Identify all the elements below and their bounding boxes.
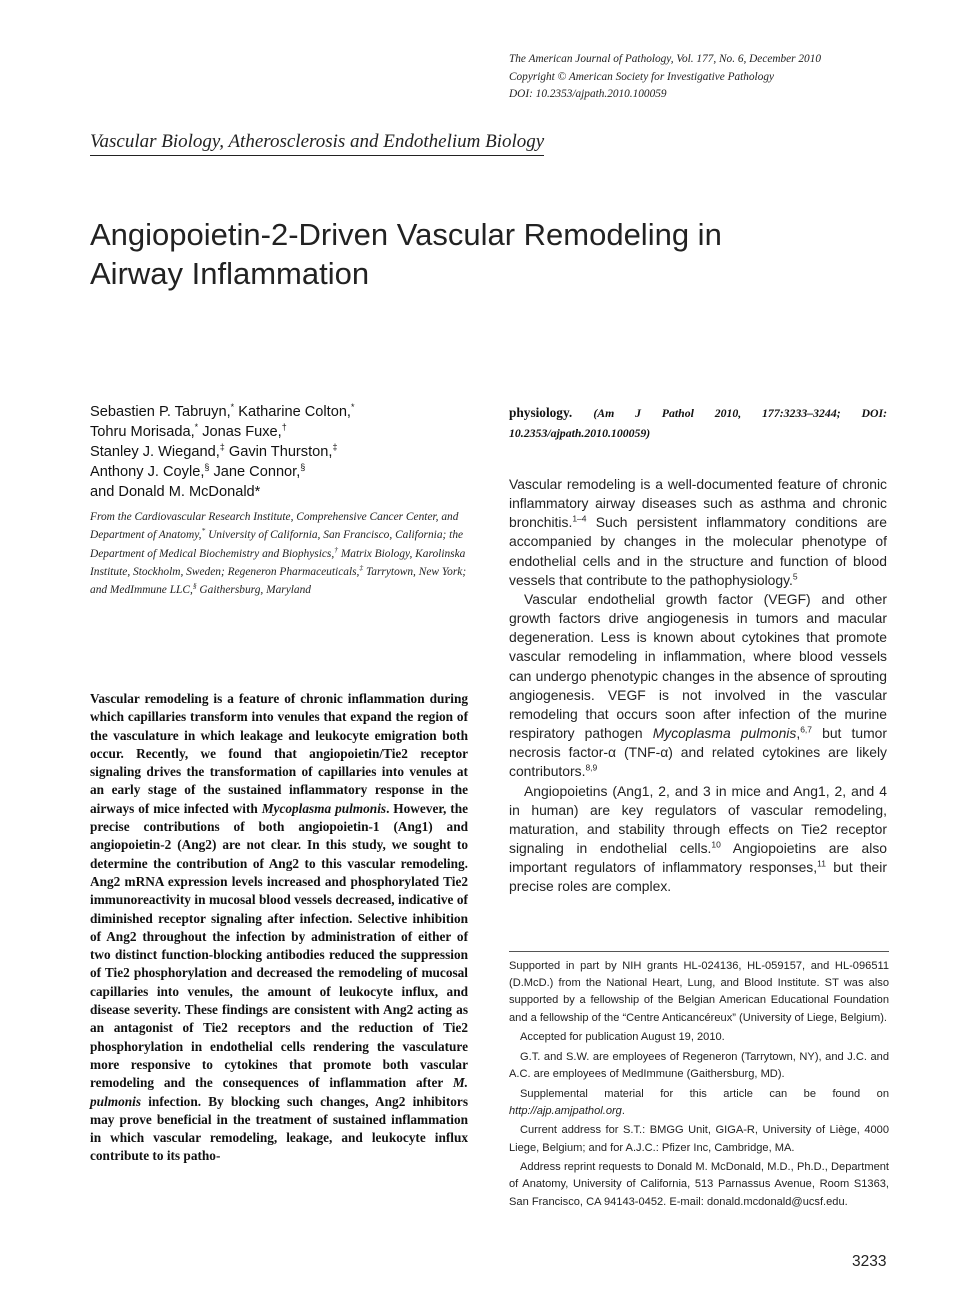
affiliation-text: From the Cardiovascular Research Institute, Comprehensive Cancer Center, and Department of Anatomy, [90,511,459,542]
affiliation-mark: § [204,462,210,473]
journal-copyright: Copyright © American Society for Investigative Pathology [509,70,775,83]
affiliation-mark: * [201,526,206,536]
journal-info [509,51,929,104]
text-run: Supplemental material for this article can be found on [520,1087,889,1100]
paragraph [509,782,887,897]
title-line-1: Angiopoietin-2-Driven Vascular Remodeling in [90,217,722,252]
abstract-text: physiology. [509,405,573,420]
abstract-text: Vascular remodeling is a feature of chronic inflammation during which capillaries transform into venules that expand the region of the vasculature in which leakage and leukocyte emigration both occur. Recently, we found that angiopoietin/Tie2 receptor signaling drives the transformation of capillaries into venules at an early stage of the sustained inflammatory response in the airways of mice infected with [90,691,468,816]
abstract-continuation [509,403,887,443]
abstract-text: infection. By blocking such changes, Ang2 inhibitors may prove beneficial in the treatment of sustained inflammation in which vascular remodeling, leakage, and leukocyte influx contribute to its patho- [90,1093,468,1164]
affiliation-mark: § [300,462,306,473]
affiliation-mark: * [254,484,261,500]
affiliation-mark: † [334,544,338,554]
affiliation-text: Tarrytown, New York; and MedImmune LLC, [90,565,467,597]
text-run: Such persistent inflammatory conditions are accompanied by changes in the molecular phenotype of endothelial cells and in the structure and function of blood vessels that contribute to the pathophysiology. [509,514,887,588]
affiliation-mark: * [194,422,199,433]
article-title [90,215,850,293]
text-run: Vascular endothelial growth factor (VEGF) and other growth factors drive angiogenesis in tumors and macular degeneration. Less is known about cytokines that promote vascular remodeling in inflammation, where blood vessels can undergo phenotypic changes in the absence of sprouting angiogenesis. VEGF is not involved in the vascular remodeling that occurs soon after infection of the murine respiratory pathogen [509,590,887,742]
affiliation-mark: * [351,402,355,413]
affiliation-text: University of California, San Francisco, California; the Department of Medical Biochemistry and Biophysics, [90,529,464,560]
author-name: Sebastien P. Tabruyn, [90,404,231,420]
citation-ref: 8,9 [585,762,598,773]
author-name: Tohru Morisada, [90,424,195,440]
affiliation-mark: ‡ [332,442,338,453]
author-name: Katharine Colton, [238,404,351,420]
footnotes [509,958,889,1213]
text-run: Angiopoietins (Ang1, 2, and 3 in mice and Ang1, 2, and 4 in human) are key regulators of vascular remodeling, maturation, and stability through effects on Tie2 receptor signaling in endothelial cells. [509,782,887,856]
paragraph [509,475,887,590]
introduction-text [509,475,887,896]
page-number: 3233 [852,1253,887,1270]
citation-ref: 1–4 [572,513,587,524]
current-address-note: Current address for S.T.: BMGG Unit, GIGA-R, University of Liège, 4000 Liege, Belgium; and for A.J.C.: Pfizer Inc, Cambridge, MA. [509,1124,889,1154]
affiliation-mark: ‡ [359,563,364,573]
author-list [90,402,480,502]
text-run: but their precise roles are complex. [509,859,887,895]
text-run: Angiopoietins are also important regulators of inflammatory responses, [509,839,887,876]
reprint-note: Address reprint requests to Donald M. McDonald, M.D., Ph.D., Department of Anatomy, University of California, 513 Parnassus Avenue, Room S1363, San Francisco, CA 94143-0452. E-mail: donald.mcdonald@ucsf.edu. [509,1161,889,1208]
supplemental-link[interactable]: http://ajp.amjpathol.org [509,1104,622,1117]
supplemental-note [509,1086,889,1120]
author-name: Anthony J. Coyle, [90,464,205,480]
author-name: and Donald M. McDonald [90,484,255,500]
abstract [90,690,468,1166]
author-name: Gavin Thurston, [228,444,333,460]
section-heading: Vascular Biology, Atherosclerosis and Endothelium Biology [90,130,544,156]
citation-ref: 5 [792,571,798,582]
affiliation-block [90,508,475,599]
text-run: . [621,1104,625,1117]
text-run: but tumor necrosis factor-α (TNF-α) and related cytokines are likely contributors. [509,725,887,780]
author-name: Jonas Fuxe, [202,424,282,440]
affiliation-mark: † [281,422,287,433]
affiliation-mark: § [192,581,197,591]
citation-ref: 10 [711,839,721,850]
citation-ref: 11 [817,858,826,869]
funding-note: Supported in part by NIH grants HL-024136, HL-059157, and HL-096511 (D.McD.) from the National Heart, Lung, and Blood Institute. ST was also supported by a fellowship of the Belgian American Educational Foundation and a fellowship of the “Centre Anticancéreux” (University of Liege, Belgium). [509,960,889,1024]
article-citation: (Am J Pathol 2010, 177:3233–3244; DOI: 10.2353/ajpath.2010.100059) [509,406,888,440]
paragraph: Vascular endothelial growth factor (VEGF) and other growth factors drive angiogenesis in tumors and macular degeneration. Less is known about cytokines that promote vascular remodeling in inflammation, where blood vessels can undergo phenotypic changes in the absence of sprouting angiogenesis. VEGF is not involved in the vascular remodeling that occurs soon after infection of the murine respiratory pathogen Mycoplasma pulmonis,$^{6,7}$ but tumor necrosis factor-α (TNF-α) and related cytokines are likely contributors.$^{8,9}$ [509,590,887,780]
text-run: Vascular remodeling is a well-documented feature of chronic inflammatory airway diseases such as asthma and chronic bronchitis. [509,476,887,531]
affiliation-text: Gaithersburg, Maryland [196,584,312,597]
accepted-note: Accepted for publication August 19, 2010. [520,1031,725,1044]
author-name: Stanley J. Wiegand, [90,444,220,460]
author-name: Jane Connor, [213,464,301,480]
employment-note: G.T. and S.W. are employees of Regeneron (Tarrytown, NY), and J.C. and A.C. are employees of MedImmune (Gaithersburg, MD). [509,1050,889,1080]
organism-name: Mycoplasma pulmonis [261,800,387,816]
title-line-2: Airway Inflammation [90,256,370,291]
affiliation-mark: * [230,402,235,413]
organism-name: M. pulmonis [90,1075,468,1109]
affiliation-text: Matrix Biology, Karolinska Institute, Stockholm, Sweden; Regeneron Pharmaceuticals, [90,547,466,578]
abstract-text: . However, the precise contributions of both angiopoietin-1 (Ang1) and angiopoietin-2 (Ang2) are not clear. In this study, we sought to determine the contribution of Ang2 to this vascular remodeling. Ang2 mRNA expression levels increased and phosphorylated Tie2 immunoreactivity in mucosal blood vessels decreased, indicative of diminished receptor signaling after infection. Selective inhibition of Ang2 throughout the infection by administration of either of two distinct function-blocking antibodies reduced the suppression of Tie2 phosphorylation and decreased the remodeling of mucosal capillaries into venules, the amount of leukocyte influx, and disease severity. These findings are consistent with Ang2 acting as an antagonist of Tie2 receptors and the reduction of Tie2 phosphorylation in endothelial cells rendering the vasculature more responsive to cytokines that promote both vascular remodeling and the consequences of inflammation after [90,800,468,1091]
footnote-divider [509,951,889,952]
organism-name: Mycoplasma pulmonis [652,725,797,742]
affiliation-mark: ‡ [219,442,225,453]
journal-citation: The American Journal of Pathology, Vol. 177, No. 6, December 2010 [509,53,821,65]
citation-ref: 6,7 [800,724,813,735]
journal-doi: DOI: 10.2353/ajpath.2010.100059 [509,88,667,100]
